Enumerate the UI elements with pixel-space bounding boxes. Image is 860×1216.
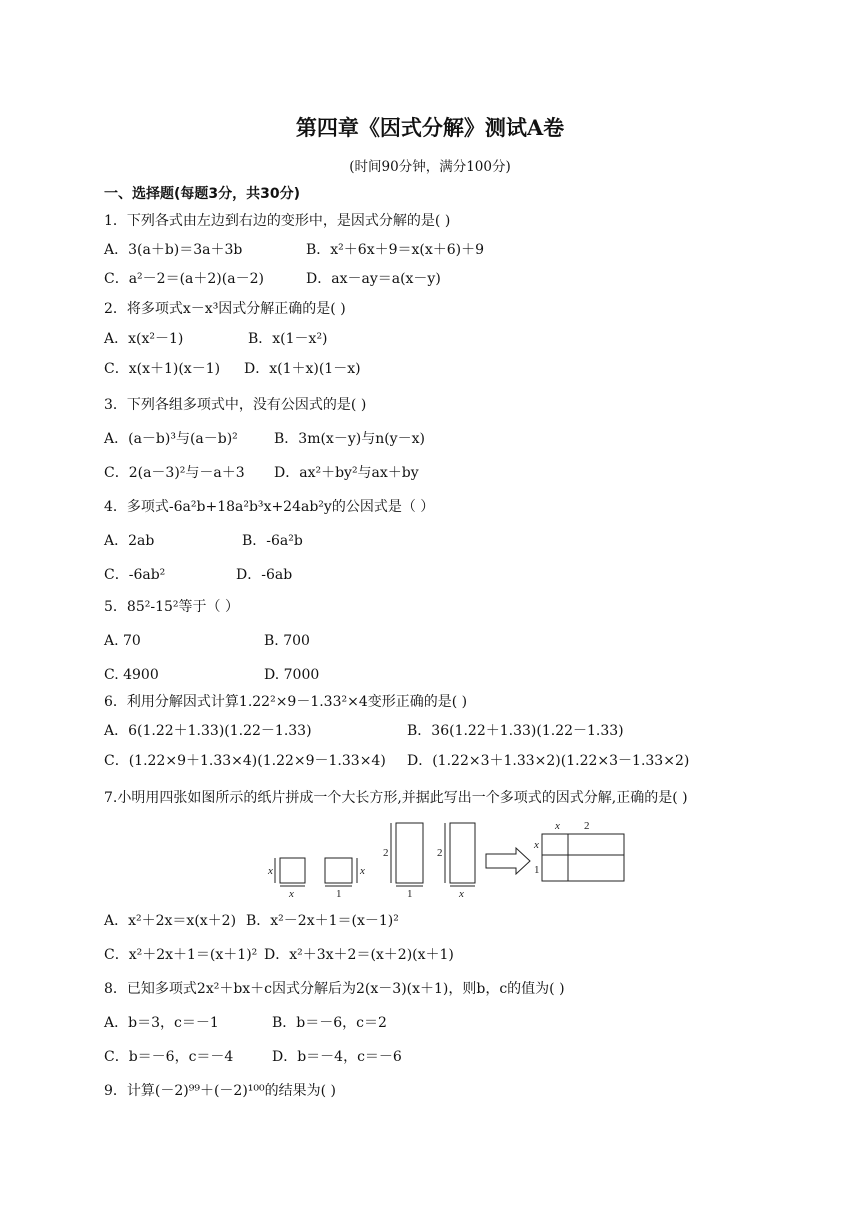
tile3-bottom-label: 1 [407,888,413,900]
assembled-rectangle [542,834,624,881]
question-8-option-c: C．b＝－6，c＝－4 [104,1049,234,1065]
question-6-option-a: A．6(1.22＋1.33)(1.22－1.33) [104,723,312,739]
tile4-side-label: 2 [437,847,443,859]
question-6-option-b: B．36(1.22＋1.33)(1.22－1.33) [407,723,624,739]
question-3-stem: 3．下列各组多项式中，没有公因式的是( ) [104,397,367,413]
tile4-bottom-label: x [459,888,464,900]
question-4-option-c: C．-6ab² [104,567,166,583]
tile-2-by-x [450,823,475,883]
question-2-option-c: C．x(x＋1)(x－1) [104,361,221,377]
question-4-option-b: B．-6a²b [242,533,303,549]
big-side-1-label: 1 [534,864,540,876]
question-7-option-d: D．x²＋3x＋2＝(x＋2)(x＋1) [264,947,454,963]
question-4-stem: 4．多项式-6a²b+18a²b³x+24ab²y的公因式是（ ） [104,499,435,515]
question-2-option-d: D．x(1＋x)(1－x) [244,361,361,377]
tile1-side-label: x [268,865,273,877]
question-1-option-a: A．3(a＋b)＝3a＋3b [104,242,243,258]
question-7-option-c: C．x²＋2x＋1＝(x＋1)² [104,947,258,963]
question-5-option-a: A. 70 [104,633,141,649]
question-8-option-b: B．b＝－6，c＝2 [272,1015,387,1031]
question-3-option-c: C．2(a－3)²与－a＋3 [104,465,245,481]
question-5-stem: 5．85²-15²等于（ ） [104,599,239,615]
tile1-bottom-label: x [289,888,294,900]
question-3-option-a: A．(a－b)³与(a－b)² [104,431,238,447]
big-side-x-label: x [534,839,539,851]
question-9-stem: 9．计算(－2)⁹⁹＋(－2)¹⁰⁰的结果为( ) [104,1083,337,1099]
question-6-option-d: D．(1.22×3＋1.33×2)(1.22×3－1.33×2) [407,753,690,769]
tile2-bottom-label: 1 [336,888,342,900]
question-6-option-c: C．(1.22×9＋1.33×4)(1.22×9－1.33×4) [104,753,386,769]
question-5-option-b: B. 700 [264,633,310,649]
question-4-option-d: D．-6ab [236,567,293,583]
question-6-stem: 6．利用分解因式计算1.22²×9－1.33²×4变形正确的是( ) [104,694,468,710]
question-3-option-b: B．3m(x－y)与n(y－x) [274,431,425,447]
question-3-option-d: D．ax²＋by²与ax＋by [274,465,419,481]
question-7-option-b: B．x²－2x＋1＝(x－1)² [246,913,399,929]
big-top-x-label: x [555,820,560,832]
question-1-option-d: D．ax－ay＝a(x－y) [306,271,441,287]
question-5-option-d: D. 7000 [264,667,320,683]
section-heading: 一、选择题(每题3分，共30分) [104,186,301,202]
question-2-option-b: B．x(1－x²) [248,331,328,347]
right-arrow-icon [486,848,530,874]
page-title: 第四章《因式分解》测试A卷 [295,115,565,140]
tiles-figure [266,818,630,900]
question-4-option-a: A．2ab [104,533,155,549]
question-7-stem: 7.小明用四张如图所示的纸片拼成一个大长方形,并据此写出一个多项式的因式分解,正确的是( ) [104,790,688,806]
question-1-option-c: C．a²－2＝(a＋2)(a－2) [104,271,264,287]
question-2-option-a: A．x(x²－1) [104,331,184,347]
tile2-side-label: x [360,865,365,877]
question-8-option-d: D．b＝－4，c＝－6 [272,1049,402,1065]
question-2-stem: 2．将多项式x－x³因式分解正确的是( ) [104,301,346,317]
page-subtitle: (时间90分钟，满分100分) [349,159,511,175]
tile-2-by-1-a [396,823,423,883]
tile3-side-label: 2 [383,847,389,859]
question-1-option-b: B．x²＋6x＋9＝x(x＋6)＋9 [306,242,485,258]
tile-x-by-1 [325,858,352,883]
tile-x-by-x [280,858,305,883]
question-7-option-a: A．x²＋2x＝x(x＋2) [104,913,237,929]
question-1-stem: 1．下列各式由左边到右边的变形中，是因式分解的是( ) [104,213,451,229]
question-5-option-c: C. 4900 [104,667,159,683]
big-top-2-label: 2 [584,820,590,832]
question-8-stem: 8．已知多项式2x²＋bx＋c因式分解后为2(x－3)(x＋1)，则b，c的值为( ) [104,981,565,997]
question-8-option-a: A．b＝3，c＝－1 [104,1015,219,1031]
